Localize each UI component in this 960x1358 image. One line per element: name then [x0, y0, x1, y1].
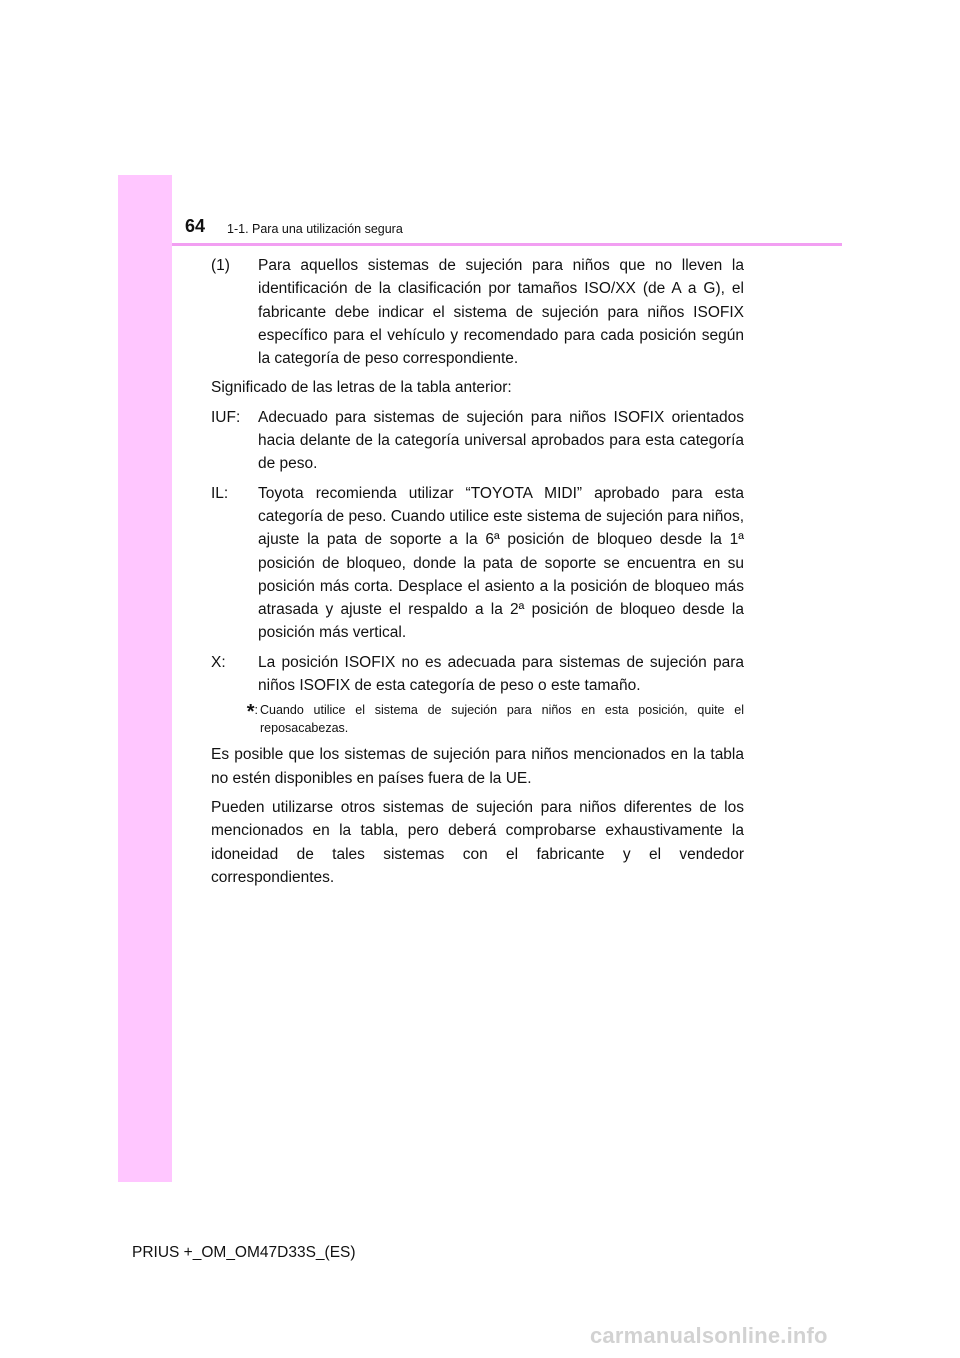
footnote-marker: [211, 701, 260, 737]
footnote-colon: :: [254, 703, 258, 718]
item-label: (1): [211, 257, 230, 274]
meaning-heading: Significado de las letras de la tabla anterior:: [211, 379, 512, 397]
definition-text: Adecuado para sistemas de sujeción para niños ISOFIX orientados hacia delante de la categoría universal aprobados para esta categoría de peso.: [258, 408, 744, 473]
paragraph: Pueden utilizarse otros sistemas de sujeción para niños diferentes de los mencionados en la tabla, pero deberá comprobarse exhaustivamente la idoneidad de tales sistemas con el fabricante y el vendedor correspondientes.: [211, 798, 744, 886]
definition-iuf: [211, 406, 744, 476]
page-number: 64: [185, 216, 206, 236]
definition-label: X:: [211, 653, 226, 671]
definition-il: [211, 482, 744, 645]
paragraph: Es posible que los sistemas de sujeción para niños mencionados en la tabla no estén disponibles en países fuera de la UE.: [211, 746, 744, 787]
item-text: Para aquellos sistemas de sujeción para niños que no lleven la identificación de la clasificación por tamaños ISO/XX (de A a G), el fabricante debe indicar el sistema de sujeción para niños ISOFIX específico para el vehículo y recomendado para cada posición según la categoría de peso correspondiente.: [258, 257, 744, 368]
definition-label: IL:: [211, 484, 229, 502]
definition-text: La posición ISOFIX no es adecuada para sistemas de sujeción para niños ISOFIX de esta categoría de peso o este tamaño.: [258, 653, 744, 695]
footnote-text: Cuando utilice el sistema de sujeción para niños en esta posición, quite el reposacabezas.: [260, 703, 744, 736]
watermark-link[interactable]: carmanualsonline.info: [590, 1323, 828, 1348]
document-id: PRIUS +_OM_OM47D33S_(ES): [132, 1244, 356, 1261]
definition-x: [211, 651, 744, 698]
numbered-item: [211, 254, 744, 370]
definition-text: Toyota recomienda utilizar “TOYOTA MIDI” aprobado para esta categoría de peso. Cuando utilice este sistema de sujeción para niños, ajuste la pata de soporte a la 6ª posición de bloqueo desde la 1ª posición de bloqueo, donde la pata de soporte se encuentra en su posición más corta. Desplace el asiento a la posición de bloqueo más atrasada y ajuste el respaldo a la 2ª posición de bloqueo desde la posición más vertical.: [258, 484, 744, 642]
asterisk-icon: *: [246, 701, 255, 724]
page-sidebar-band: [118, 175, 172, 1182]
header-rule: [172, 243, 842, 246]
footnote: [211, 701, 744, 737]
page-content: [211, 254, 744, 889]
definition-label: IUF:: [211, 408, 241, 426]
section-title: 1-1. Para una utilización segura: [227, 222, 403, 236]
